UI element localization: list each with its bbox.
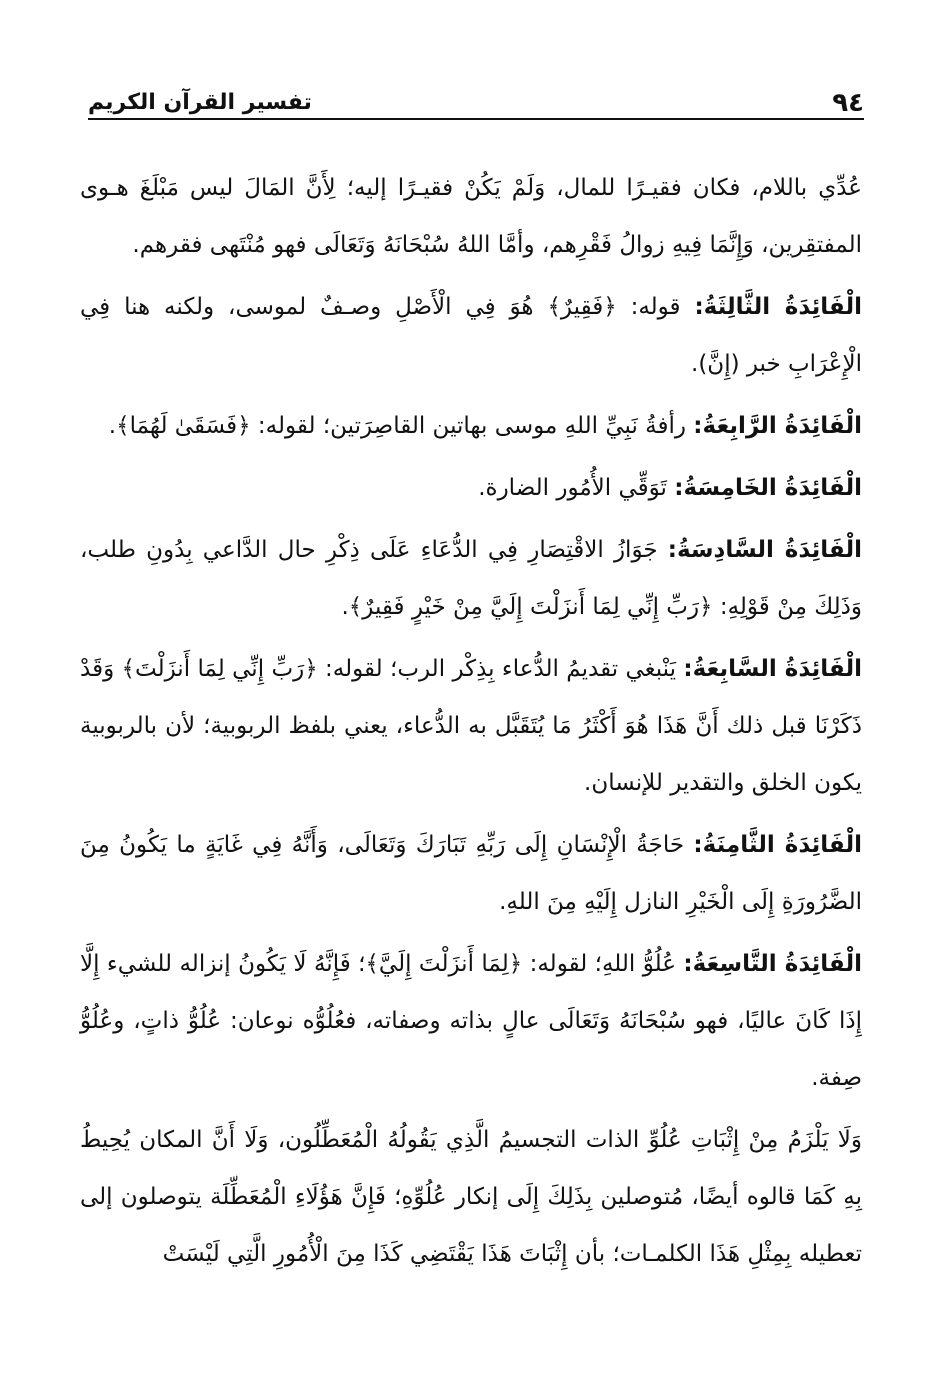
- paragraph-text: وَلَا يَلْزَمُ مِنْ إِثْبَاتِ عُلُوِّ الذات التجسيمُ الَّذِي يَقُولُهُ الْمُعَطِّلُون، وَلَا أَنَّ المكان يُحِيطُ بِهِ كَمَا قالوه أيضًا، مُتوصلين بِذَلِكَ إِلَى إنكار عُلُوِّهِ؛ فَإِنَّ هَؤُلَاءِ الْمُعَطِّلَة يتوصلون إلى تعطيله بِمِثْلِ هَذَا الكلمـات؛ بأن إِثْبَاتَ هَذَا يَقْتَضِي كَذَا مِنَ الْأُمُورِ الَّتِي لَيْسَتْ: [80, 1127, 862, 1267]
- paragraph-term: الْفَائِدَةُ الرَّابِعَةُ:: [693, 413, 862, 439]
- paragraph-intro: [80, 160, 862, 274]
- paragraph-text: يَنْبغي تقديمُ الدُّعاء بِذِكْر الرب؛ لقوله: ﴿رَبِّ إِنِّي لِمَا أَنزَلْتَ﴾ وَقَدْ ذَكَرْنَا قبل ذلك أَنَّ هَذَا هُوَ أَكْثَرُ مَا يُتَقَبَّل به الدُّعاء، يعني بلفظ الربوبية؛ لأن بالربوبية يكون الخلق والتقدير للإنسان.: [80, 656, 862, 796]
- paragraph-text: عُدِّي باللام، فكان فقيـرًا للمال، وَلَمْ يَكُنْ فقيـرًا إليه؛ لِأَنَّ المَالَ ليس مَبْلَغَ هـوى المفتقِرين، وَإِنَّمَا فِيهِ زوالُ فَقْرِهم، وأمَّا اللهُ سُبْحَانَهُ وَتَعَالَى فهو مُنْتَهى فقرهم.: [80, 175, 862, 258]
- paragraph-term: الْفَائِدَةُ التَّاسِعَةُ:: [683, 951, 862, 977]
- paragraph-text: رأفةُ نَبِيِّ اللهِ موسى بهاتين القاصِرَتين؛ لقوله: ﴿فَسَقَىٰ لَهُمَا﴾.: [108, 413, 694, 439]
- paragraph-benefit-4: [80, 398, 862, 455]
- paragraph-term: الْفَائِدَةُ الثَّامِنَةُ:: [693, 832, 862, 858]
- paragraph-text: تَوَقِّي الأُمُور الضارة.: [478, 475, 675, 501]
- paragraph-text: عُلُوُّ اللهِ؛ لقوله: ﴿لِمَا أَنزَلْتَ إِلَيَّ﴾؛ فَإِنَّهُ لَا يَكُونُ إنزاله للشيء إِلَّا إِذَا كَانَ عاليًا، فهو سُبْحَانَهُ وَتَعَالَى عالٍ بذاته وصفاته، فعُلُوُّه نوعان: عُلُوُّ ذاتٍ، وعُلُوُّ صِفة.: [80, 951, 862, 1091]
- page-number: ٩٤: [832, 88, 864, 118]
- paragraph-benefit-7: [80, 641, 862, 812]
- book-title: تفسير القرآن الكريم: [88, 90, 312, 115]
- paragraph-benefit-8: [80, 817, 862, 931]
- page-body: [80, 160, 862, 1288]
- paragraph-continuation: [80, 1112, 862, 1283]
- paragraph-text: قوله: ﴿فَقِيرٌ﴾ هُوَ فِي الْأَصْلِ وصـفٌ لموسى، ولكنه هنا فِي الْإِعْرَابِ خبر (إِنَّ).: [80, 294, 862, 377]
- paragraph-text: حَاجَةُ الْإِنْسَانِ إِلَى رَبِّهِ تَبَارَكَ وَتَعَالَى، وَأَنَّهُ فِي غَايَةٍ ما يَكُونُ مِنَ الضَّرُورَةِ إِلَى الْخَيْرِ النازل إِلَيْهِ مِنَ اللهِ.: [80, 832, 862, 915]
- paragraph-text: جَوَازُ الاقْتِصَارِ فِي الدُّعَاءِ عَلَى ذِكْرِ حال الدَّاعي بِدُونِ طلب، وَذَلِكَ مِنْ قَوْلِهِ: ﴿رَبِّ إِنِّي لِمَا أَنزَلْتَ إِلَيَّ مِنْ خَيْرٍ فَقِيرٌ﴾.: [80, 537, 862, 620]
- paragraph-benefit-9: [80, 936, 862, 1107]
- paragraph-term: الْفَائِدَةُ الخَامِسَةُ:: [674, 475, 862, 501]
- paragraph-term: الْفَائِدَةُ الثَّالِثَةُ:: [694, 294, 862, 320]
- paragraph-term: الْفَائِدَةُ السَّادِسَةُ:: [667, 537, 862, 563]
- paragraph-benefit-5: [80, 460, 862, 517]
- paragraph-benefit-6: [80, 522, 862, 636]
- paragraph-benefit-3: [80, 279, 862, 393]
- paragraph-term: الْفَائِدَةُ السَّابِعَةُ:: [683, 656, 863, 682]
- page-header: [88, 82, 864, 120]
